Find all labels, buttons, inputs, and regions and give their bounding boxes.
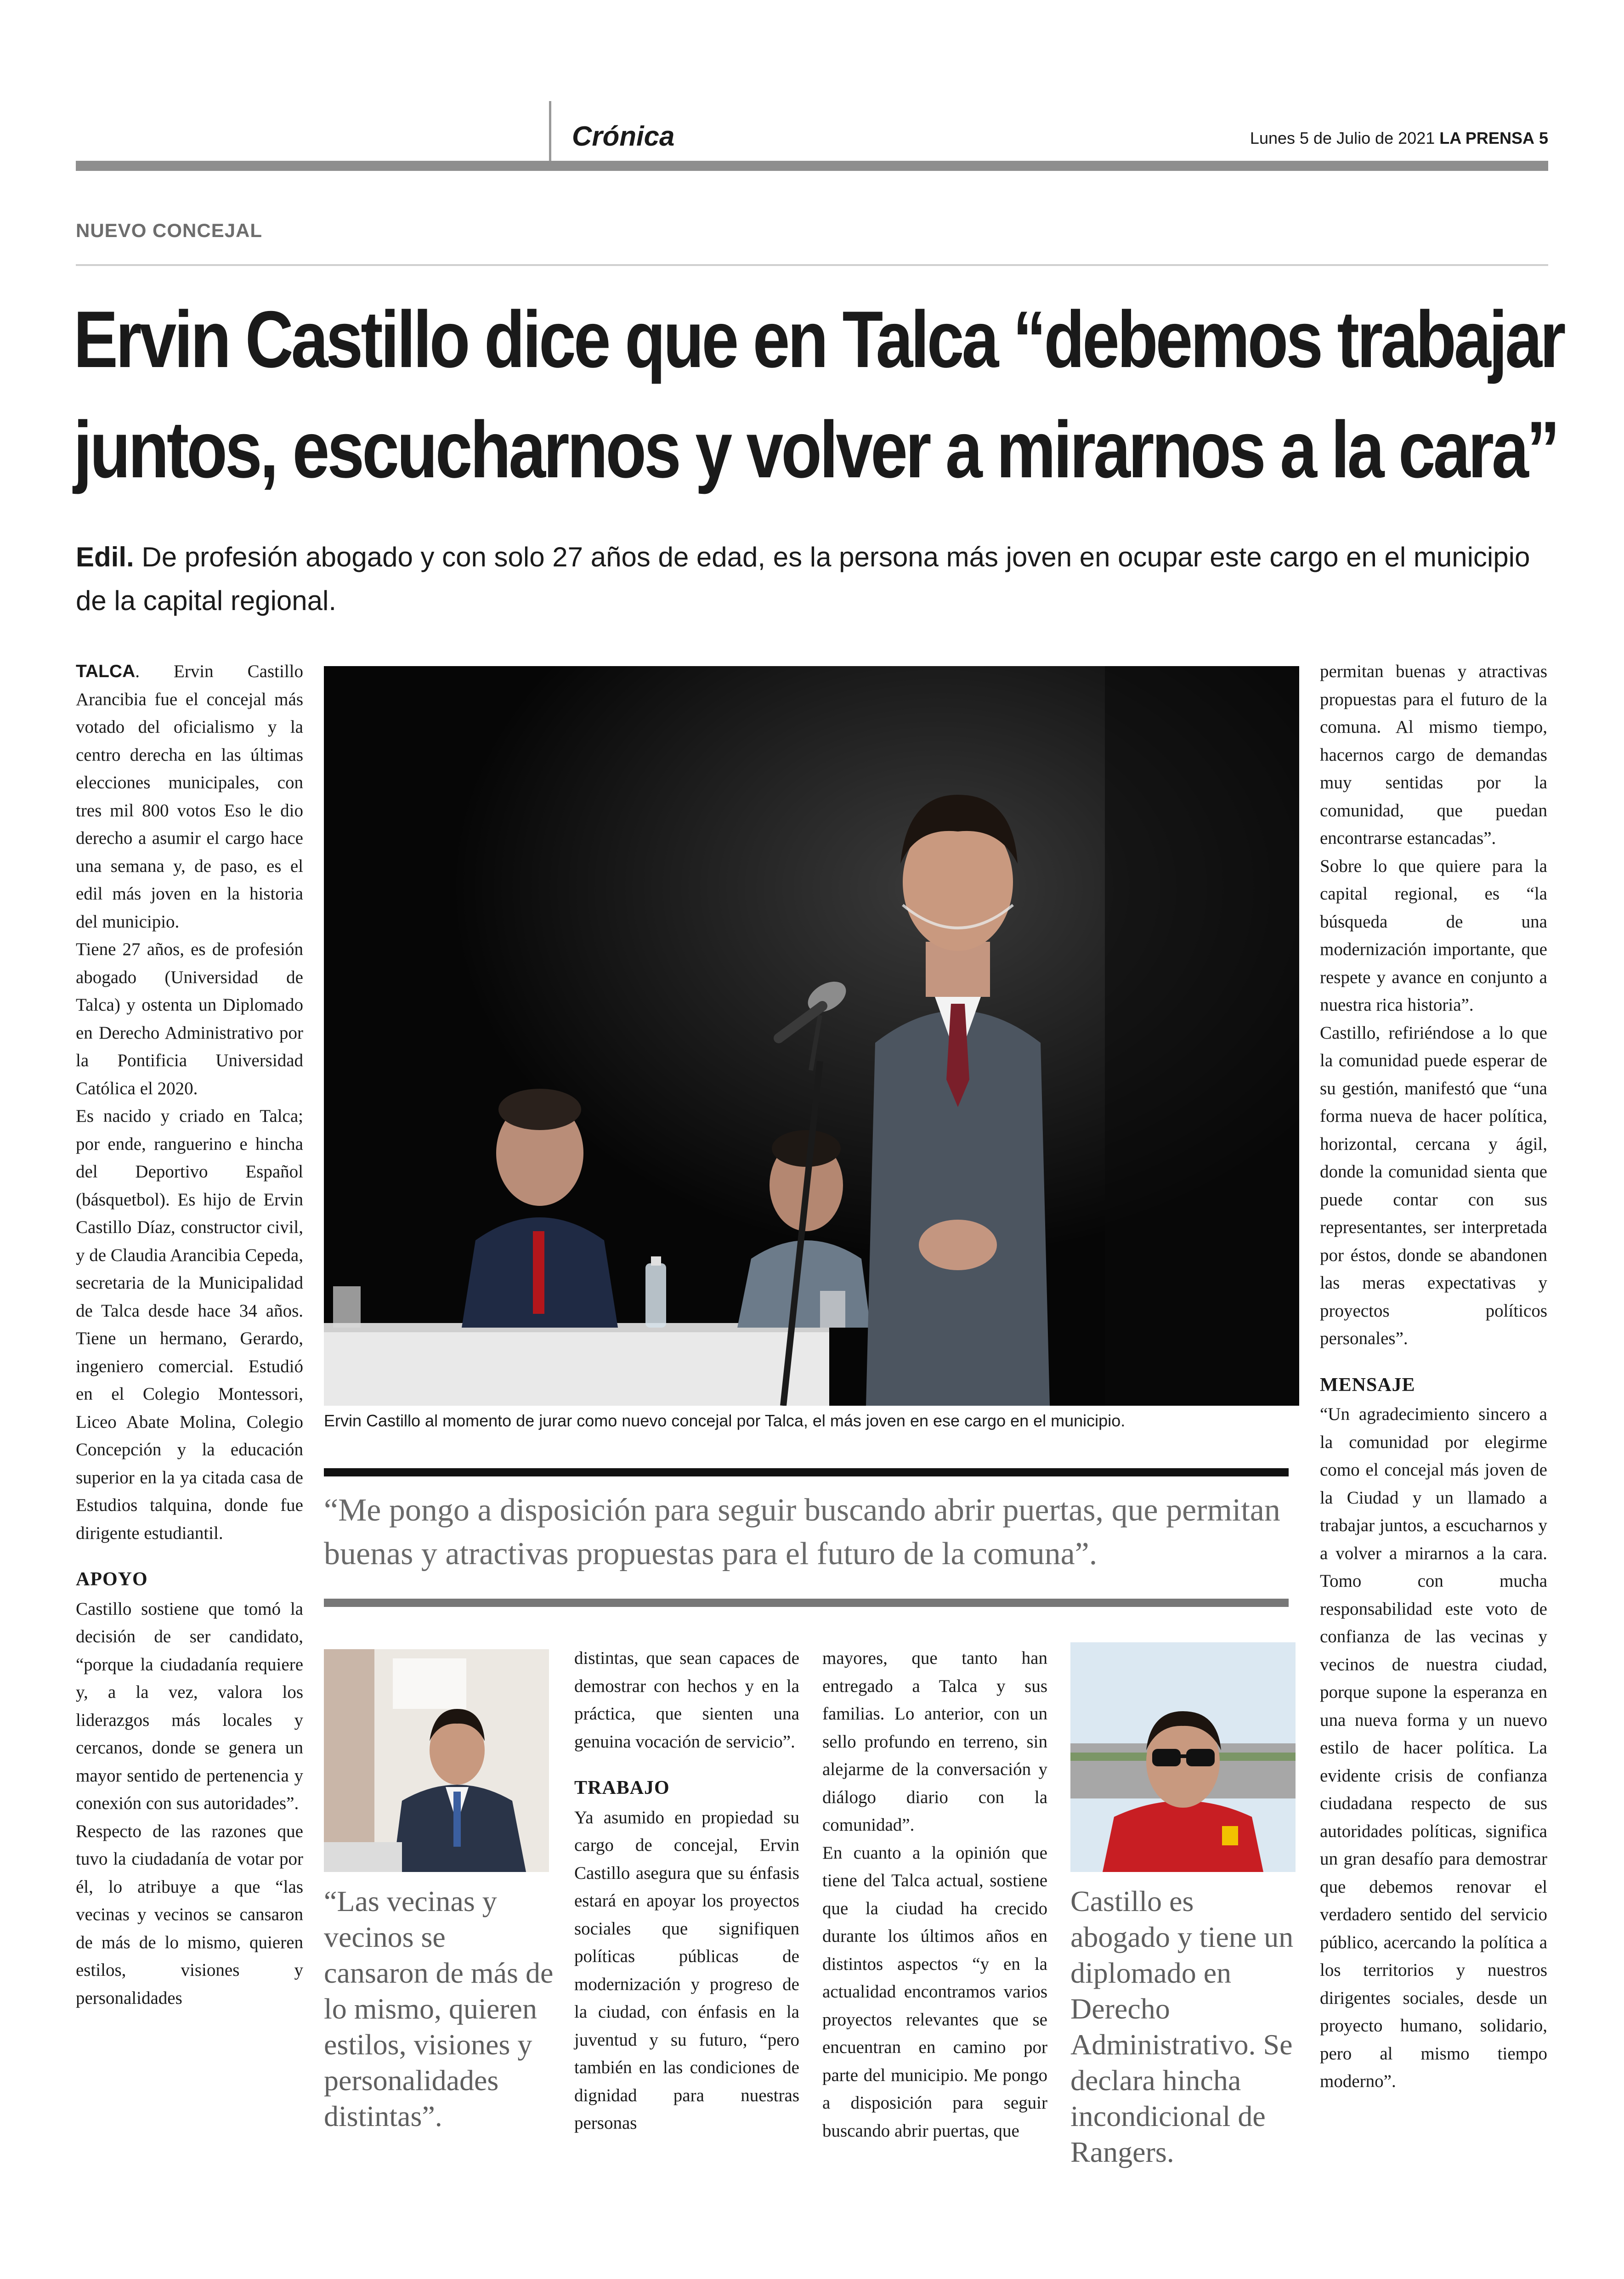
dateline: TALCA xyxy=(76,662,136,681)
side-quote-abogado: Castillo es abogado y tiene un diplomado en Derecho Administrativo. Se declara hincha incondicional de Rangers. xyxy=(1070,1885,1294,2168)
header-folio xyxy=(1250,129,1548,148)
deck-text: De profesión abogado y con solo 27 años de edad, es la persona más joven en ocupar este cargo en el municipio de la capital regional. xyxy=(76,542,1530,616)
subhead-mensaje: MENSAJE xyxy=(1320,1374,1415,1396)
kicker: NUEVO CONCEJAL xyxy=(76,220,263,241)
swearing-in-illustration xyxy=(324,666,1299,1406)
portrait-photo-suit xyxy=(324,1649,549,1872)
paragraph-text: . Ervin Castillo Arancibia fue el concejal más votado del oficialismo y la centro derecha en las últimas elecciones municipales, con tres mil 800 votos Eso le dio derecho a asumir el cargo hace una semana y, de paso, es el edil más joven en la historia del municipio. xyxy=(76,662,303,932)
paragraph: distintas, que sean capaces de demostrar con hechos y en la práctica, que sienten una genuina vocación de servicio”. xyxy=(574,1648,799,1752)
paragraph: Respecto de las razones que tuvo la ciudadanía de votar por él, lo atribuye a que “las vecinas y vecinos se cansaron de más de lo mismo, quieren estilos, visiones y personalidades xyxy=(76,1821,303,2008)
portrait-suit-illustration xyxy=(324,1649,549,1872)
kicker-rule xyxy=(76,264,1548,266)
subhead-apoyo: APOYO xyxy=(76,1569,148,1590)
headline-line-2: juntos, escucharnos y volver a mirarnos a la cara” xyxy=(74,405,1558,495)
paragraph: Ya asumido en propiedad su cargo de concejal, Ervin Castillo asegura que su énfasis estará en apoyar los proyectos sociales que signifiquen políticas públicas de modernización y progreso de la ciudad, con énfasis en la juventud y su futuro, “pero también en las condiciones de dignidad para nuestras personas xyxy=(574,1807,799,2133)
main-photo xyxy=(324,666,1299,1406)
deck-lead: Edil. xyxy=(76,542,134,572)
paragraph: mayores, que tanto han entregado a Talca y sus familias. Lo anterior, con un sello profundo en terreno, sin alejarme de la conversación y diálogo diario con la comunidad”. xyxy=(822,1648,1047,1835)
header-divider xyxy=(549,101,551,161)
article-column-3 xyxy=(574,1645,799,2138)
section-name: Crónica xyxy=(572,121,675,152)
page-number: 5 xyxy=(1539,129,1548,147)
headline-line-1: Ervin Castillo dice que en Talca “debemos trabajar xyxy=(74,295,1564,385)
paragraph: Tiene 27 años, es de profesión abogado (Universidad de Talca) y ostenta un Diplomado en Derecho Administrativo por la Pontificia Universidad Católica el 2020. xyxy=(76,939,303,1098)
pull-quote-rule-bottom xyxy=(324,1599,1289,1607)
paragraph: En cuanto a la opinión que tiene del Talca actual, sostiene que la ciudad ha crecido durante los últimos años en distintos aspectos “y en la actualidad encontramos varios proyectos relevantes que se encuentran en camino por parte del municipio. Me pongo a disposición para seguir buscando abrir puertas, que xyxy=(822,1843,1047,2141)
paragraph: Castillo sostiene que tomó la decisión de ser candidato, “porque la ciudadanía requiere y, a la vez, valora los liderazgos más locales y cercanos, donde se genera un mayor sentido de pertenencia y conexión con sus autoridades”. xyxy=(76,1599,303,1813)
side-quote-vecinas: “Las vecinas y vecinos se cansaron de más de lo mismo, quieren estilos, visiones y personalidades distintas”. xyxy=(324,1885,554,2132)
paragraph xyxy=(76,658,303,936)
paragraph: Castillo, refiriéndose a lo que la comunidad puede esperar de su gestión, manifestó que “una forma nueva de hacer política, horizontal, cercana y ágil, donde la comunidad sienta que puede contar con sus representantes, ser interpretada por éstos, donde se abandonen las meras expectativas y proyectos políticos personales”. xyxy=(1320,1023,1547,1348)
article-column-4 xyxy=(822,1645,1047,2145)
paper-name: LA PRENSA xyxy=(1439,129,1534,147)
pull-quote-rule-top xyxy=(324,1468,1289,1476)
paragraph: permitan buenas y atractivas propuestas para el futuro de la comuna. Al mismo tiempo, hacernos cargo de demandas muy sentidas por la comunidad, que puedan encontrarse estancadas”. xyxy=(1320,662,1547,848)
portrait-photo-rangers xyxy=(1070,1642,1296,1872)
deck xyxy=(76,535,1546,622)
portrait-rangers-illustration xyxy=(1070,1642,1296,1872)
photo-caption: Ervin Castillo al momento de jurar como nuevo concejal por Talca, el más joven en ese cargo en el municipio. xyxy=(324,1411,1126,1430)
paragraph: “Un agradecimiento sincero a la comunidad por elegirme como el concejal más joven de la Ciudad y un llamado a trabajar juntos, a escucharnos y a volver a mirarnos a la cara. Tomo con mucha responsabilidad este voto de confianza de las vecinas y vecinos de nuestra ciudad, porque supone la esperanza en una nueva forma y un nuevo estilo de hacer política. La evidente crisis de confianza ciudadana respecto de sus autoridades políticas, significa un gran desafío para demostrar que debemos renovar el verdadero sentido del servicio público, acercando la política a los territorios y nuestros dirigentes sociales, desde un proyecto humano, solidario, pero al mismo tiempo moderno”. xyxy=(1320,1404,1547,2091)
paragraph: Sobre lo que quiere para la capital regional, es “la búsqueda de una modernización importante, que respete y avance en conjunto a nuestra rica historia”. xyxy=(1320,856,1547,1015)
header-date: Lunes 5 de Julio de 2021 xyxy=(1250,129,1435,147)
pull-quote: “Me pongo a disposición para seguir buscando abrir puertas, que permitan buenas y atractivas propuestas para el futuro de la comuna”. xyxy=(324,1493,1280,1572)
paragraph: Es nacido y criado en Talca; por ende, ranguerino e hincha del Deportivo Español (básquetbol). Es hijo de Ervin Castillo Díaz, constructor civil, y de Claudia Arancibia Cepeda, secretaria de la Municipalidad de Talca desde hace 34 años. Tiene un hermano, Gerardo, ingeniero comercial. Estudió en el Colegio Montessori, Liceo Abate Molina, Colegio Concepción y la educación superior en la ya citada casa de Estudios talquina, donde fue dirigente estudiantil. xyxy=(76,1106,303,1543)
article-column-right xyxy=(1320,658,1547,2096)
article-column-1 xyxy=(76,658,303,2012)
header-rule xyxy=(76,161,1548,171)
subhead-trabajo: TRABAJO xyxy=(574,1777,670,1798)
